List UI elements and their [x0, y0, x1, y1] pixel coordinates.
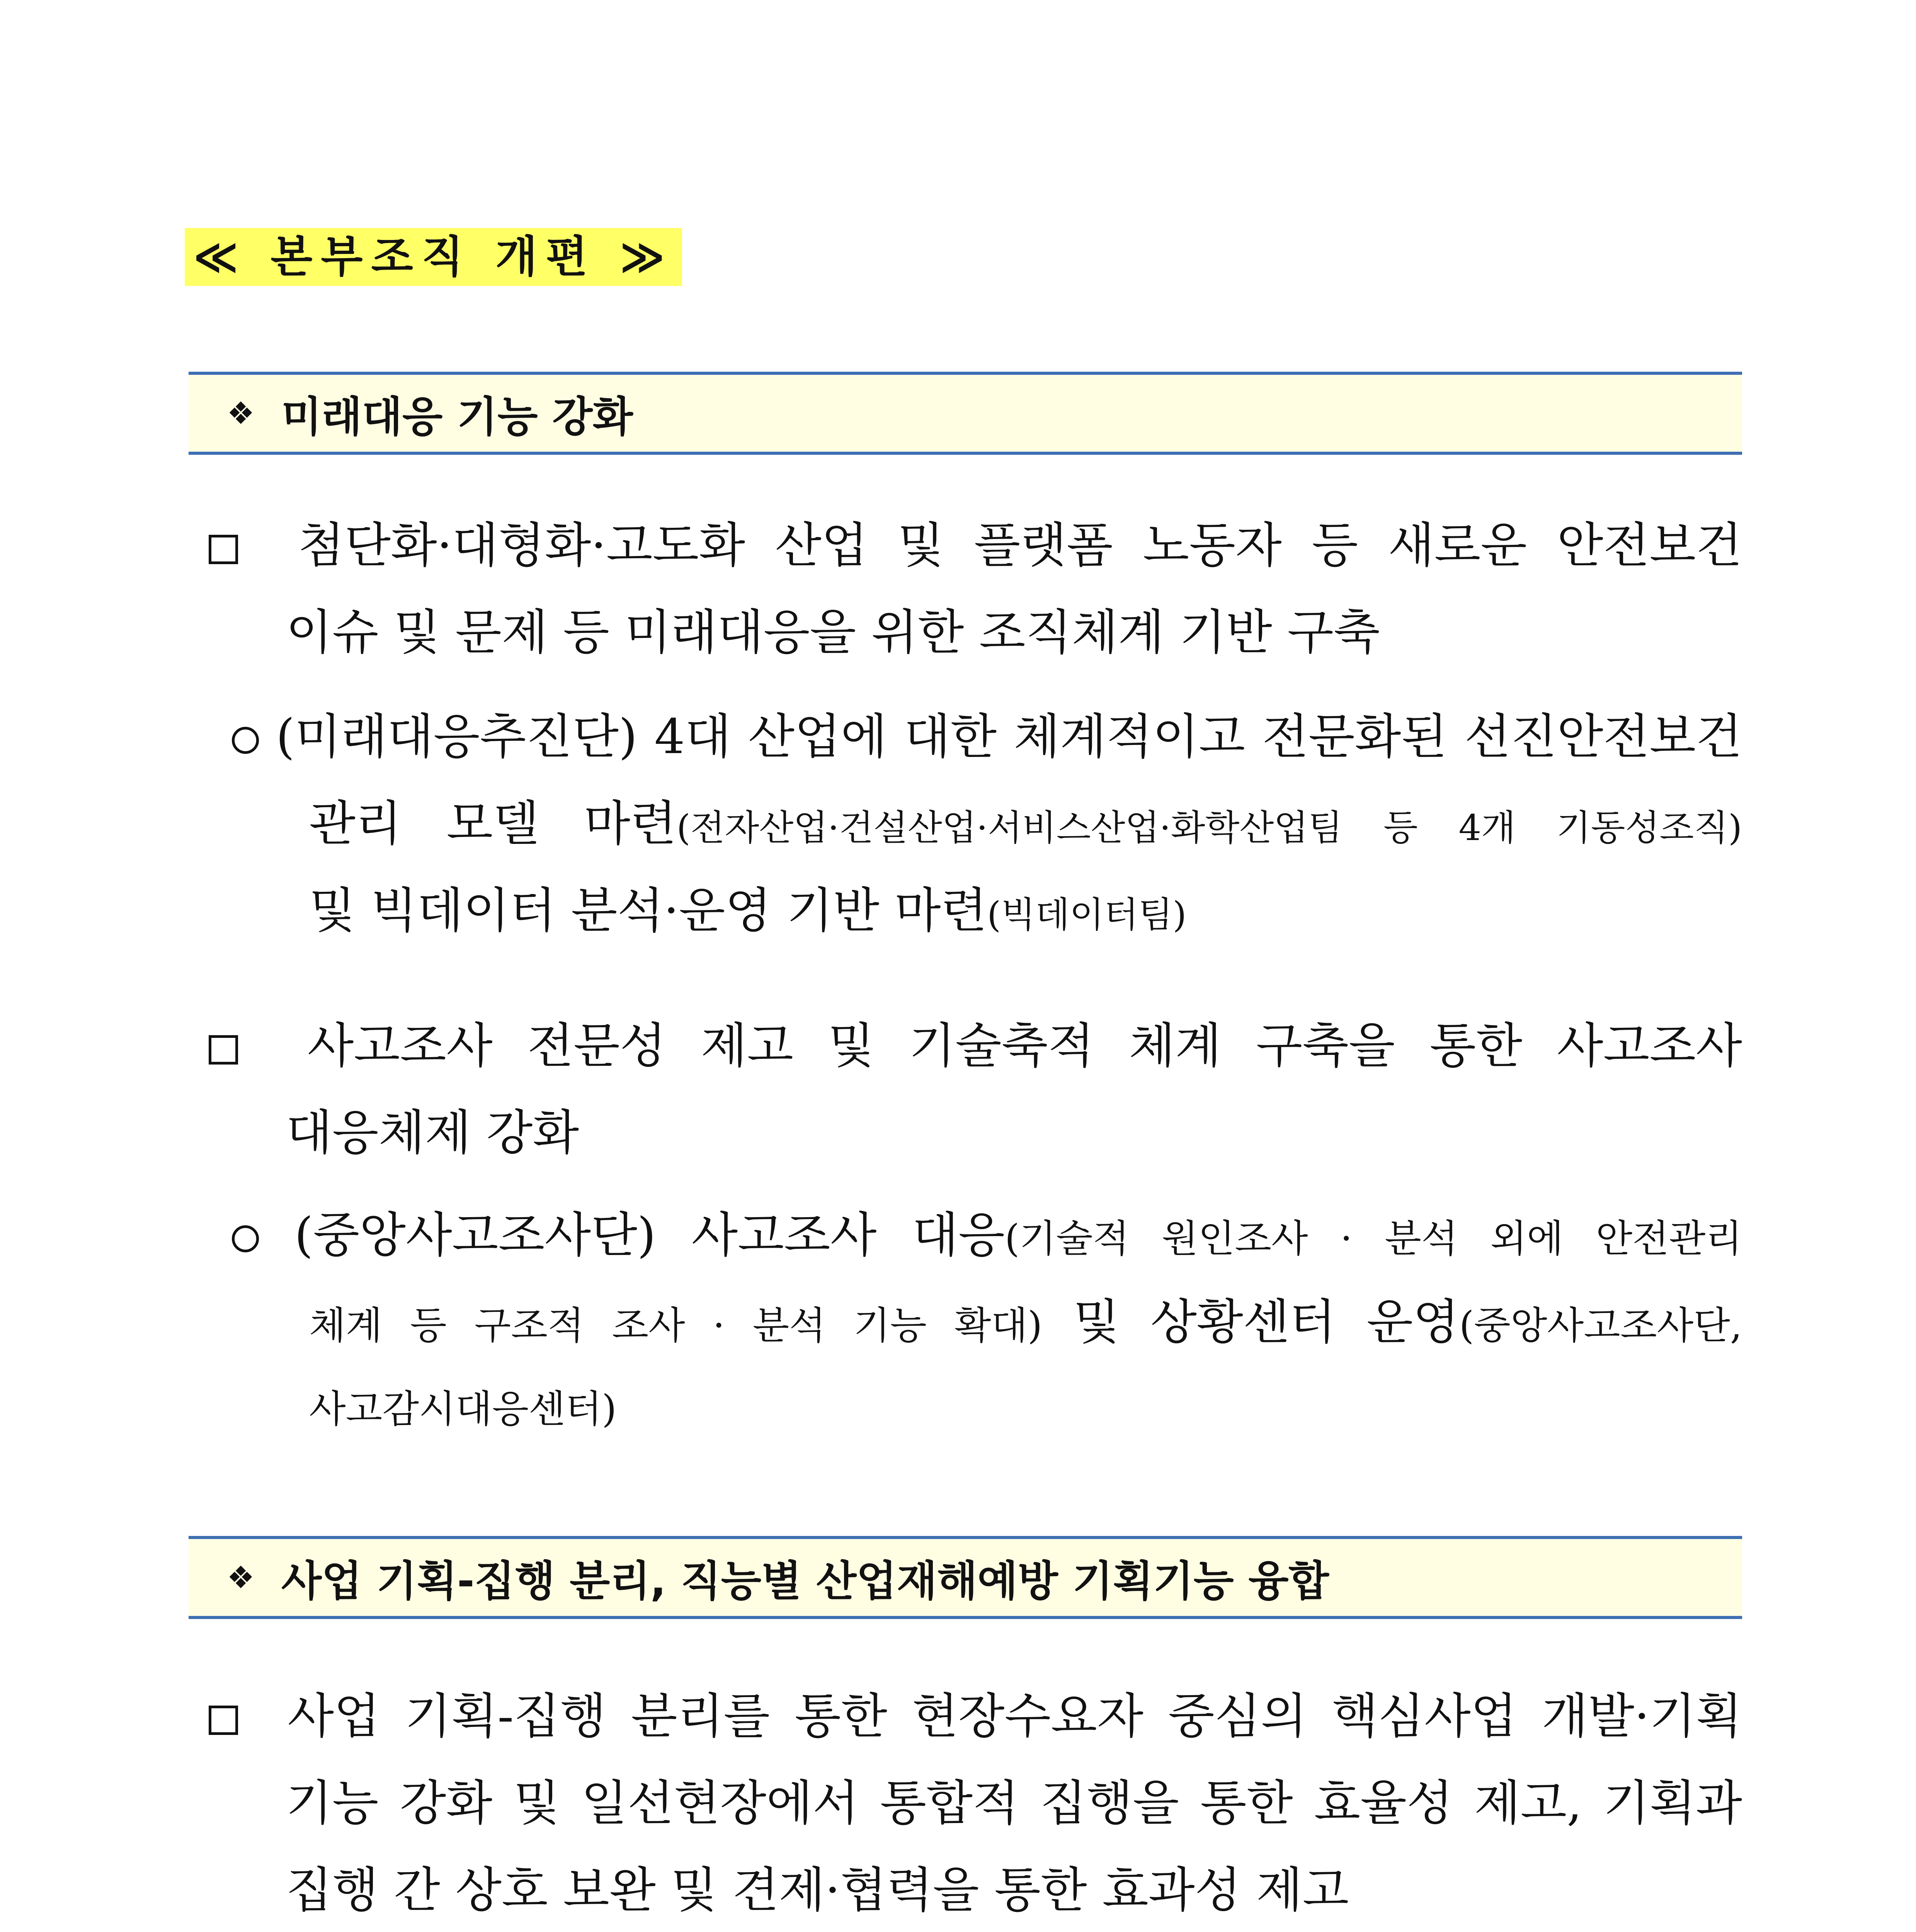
diamond-bullet-icon: ❖ — [227, 395, 255, 431]
square-bullet-icon — [209, 1035, 238, 1065]
circle-item-continuation — [309, 781, 1742, 871]
text-line: 및 빅데이터 분석·운영 기반 마련(빅데이터팀) — [309, 883, 1187, 939]
square-item-continuation — [286, 1847, 1742, 1932]
section-header-planning-execution — [189, 1536, 1742, 1619]
text-line: (미래대응추진단) 4대 산업에 대한 체계적이고 전문화된 선진안전보건 — [232, 694, 1742, 781]
circle-item — [232, 1192, 1742, 1282]
square-item-continuation — [286, 589, 1742, 676]
square-bullet-icon — [209, 1706, 238, 1735]
text-line: 사고감시대응센터) — [309, 1387, 617, 1431]
square-item — [209, 1003, 1742, 1090]
text-line: 사업 기획-집행 분리를 통한 현장수요자 중심의 핵심사업 개발·기획 — [209, 1673, 1742, 1760]
text-line: 대응체제 강화 — [286, 1105, 579, 1161]
square-bullet-icon — [209, 535, 238, 564]
square-item — [209, 1673, 1742, 1760]
circle-item-continuation — [309, 1279, 1742, 1369]
text-line: 집행 간 상호 보완 및 견제·협력을 통한 효과성 제고 — [286, 1862, 1349, 1918]
text-line: 사고조사 전문성 제고 및 기술축적 체계 구축을 통한 사고조사 — [209, 1003, 1742, 1090]
diamond-bullet-icon: ❖ — [227, 1560, 255, 1595]
section-title: 미래대응 기능 강화 — [281, 393, 633, 441]
square-item — [209, 502, 1742, 589]
circle-item — [232, 694, 1742, 781]
page-title: ≪ 본부조직 개편 ≫ — [185, 228, 682, 286]
circle-bullet-icon — [232, 1225, 259, 1252]
text-line: 이슈 및 문제 등 미래대응을 위한 조직체계 기반 구축 — [286, 605, 1380, 660]
section-header-future-response — [189, 372, 1742, 455]
text-line: 기능 강화 및 일선현장에서 통합적 집행을 통한 효율성 제고, 기획과 — [286, 1776, 1742, 1831]
circle-item-continuation — [309, 1366, 1742, 1453]
square-item-continuation — [286, 1760, 1742, 1847]
square-item-continuation — [286, 1090, 1742, 1177]
text-line: 체계 등 구조적 조사 · 분석 기능 확대) 및 상황센터 운영(중앙사고조사단, — [309, 1294, 1742, 1350]
section-title: 사업 기획-집행 분리, 직능별 산업재해예방 기획기능 융합 — [281, 1557, 1329, 1605]
circle-item-continuation — [309, 867, 1742, 958]
text-line: 관리 모델 마련(전자산업·건설산업·서비스산업·화학산업팀 등 4개 기동성조직) — [309, 796, 1742, 852]
text-line: (중앙사고조사단) 사고조사 대응(기술적 원인조사 · 분석 외에 안전관리 — [232, 1192, 1742, 1282]
circle-bullet-icon — [232, 727, 259, 754]
text-line: 첨단화·대형화·고도화 산업 및 플랫폼 노동자 등 새로운 안전보건 — [209, 502, 1742, 589]
